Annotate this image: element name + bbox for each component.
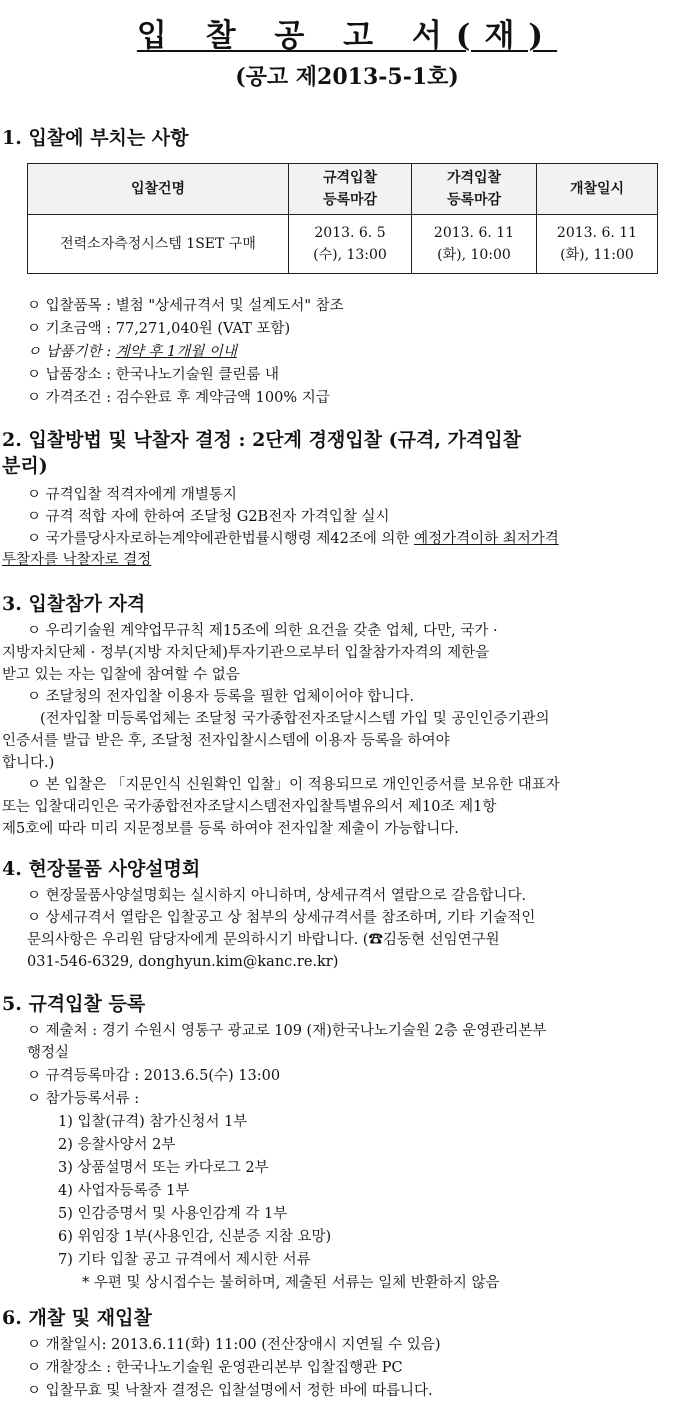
paragraph-line: (전자입찰 미등록업체는 조달청 국가종합전자조달시스템 가입 및 공인인증기관의 <box>40 711 550 727</box>
paragraph-line: ㅇ 참가등록서류 : <box>27 1091 140 1107</box>
paragraph-line: ㅇ 제출처 : 경기 수원시 영통구 광교로 109 (재)한국나노기술원 2층 운영관리본부 <box>27 1023 547 1039</box>
col-header-bid-name: 입찰건명 <box>28 164 289 215</box>
cell-bid-name: 전력소자측정시스템 1SET 구매 <box>28 215 289 274</box>
cell-price-deadline: 2013. 6. 11 (화), 10:00 <box>412 215 537 274</box>
paragraph-line: ㅇ 우리기술원 계약업무규칙 제15조에 의한 요건을 갖춘 업체, 다만, 국가 · <box>27 623 498 639</box>
col-header-price-deadline: 가격입찰 등록마감 <box>412 164 537 215</box>
list-item: 6) 위임장 1부(사용인감, 신분증 지참 요망) <box>58 1229 332 1245</box>
paragraph-line: 합니다.) <box>2 755 55 771</box>
list-item-location: ㅇ 납품장소 : 한국나노기술원 클린룸 내 <box>27 367 280 383</box>
paragraph-line: 제5호에 따라 미리 지문정보를 등록 하여야 전자입찰 제출이 가능합니다. <box>2 821 459 837</box>
section-4-heading: 4. 현장물품 사양설명회 <box>2 858 201 880</box>
list-item-law-continued: 투찰자를 낙찰자로 결정 <box>2 552 152 568</box>
section-2-heading: 2. 입찰방법 및 낙찰자 결정 : 2단계 경쟁입찰 (규격, 가격입찰 분리) <box>2 429 521 477</box>
paragraph-line: 행정실 <box>27 1045 70 1061</box>
section-3-heading: 3. 입찰참가 자격 <box>2 593 146 615</box>
list-item: 1) 입찰(규격) 참가신청서 1부 <box>58 1114 248 1130</box>
list-item: ㅇ 규격 적합 자에 한하여 조달청 G2B전자 가격입찰 실시 <box>27 509 390 525</box>
list-item-payment: ㅇ 가격조건 : 검수완료 후 계약금액 100% 지급 <box>27 390 330 406</box>
paragraph-line: 지방자치단체 · 정부(지방 자치단체)투자기관으로부터 입찰참가자격의 제한을 <box>2 645 490 661</box>
paragraph-line: ㅇ 상세규격서 열람은 입찰공고 상 첨부의 상세규격서를 참조하며, 기타 기술적인 <box>27 910 536 926</box>
announcement-number: (공고 제2013-5-1호) <box>235 64 459 90</box>
list-item: 2) 응찰사양서 2부 <box>58 1137 176 1153</box>
list-item: ㅇ 규격입찰 적격자에게 개별통지 <box>27 487 237 503</box>
paragraph-line: ㅇ 현장물품사양설명회는 실시하지 아니하며, 상세규격서 열람으로 갈음합니다. <box>27 888 527 904</box>
col-header-spec-deadline: 규격입찰 등록마감 <box>289 164 412 215</box>
paragraph-line: 또는 입찰대리인은 국가종합전자조달시스템전자입찰특별유의서 제10조 제1항 <box>2 799 497 815</box>
note-line: * 우편 및 상시접수는 불허하며, 제출된 서류는 일체 반환하지 않음 <box>82 1275 500 1291</box>
paragraph-line: 받고 있는 자는 입찰에 참여할 수 없음 <box>2 667 240 683</box>
bid-schedule-table <box>27 163 658 274</box>
paragraph-line: 문의사항은 우리원 담당자에게 문의하시기 바랍니다. (☎김동현 선임연구원 <box>27 932 500 948</box>
paragraph-line: ㅇ 개찰일시: 2013.6.11(화) 11:00 (전산장애시 지연될 수 있음) <box>27 1337 441 1353</box>
list-item: 3) 상품설명서 또는 카다로그 2부 <box>58 1160 269 1176</box>
table-header-row <box>28 164 658 215</box>
list-item: 7) 기타 입찰 공고 규격에서 제시한 서류 <box>58 1252 311 1268</box>
section-5-heading: 5. 규격입찰 등록 <box>2 993 146 1015</box>
list-item-item: ㅇ 입찰품목 : 별첨 "상세규격서 및 설계도서" 참조 <box>27 298 344 314</box>
cell-spec-deadline: 2013. 6. 5 (수), 13:00 <box>289 215 412 274</box>
paragraph-line: 인증서를 발급 받은 후, 조달청 전자입찰시스템에 이용자 등록을 하여야 <box>2 733 450 749</box>
list-item-base-price: ㅇ 기초금액 : 77,271,040원 (VAT 포함) <box>27 321 291 337</box>
section-6-heading: 6. 개찰 및 재입찰 <box>2 1307 152 1329</box>
document-title: 입 찰 공 고 서(재) <box>136 18 558 54</box>
list-item-deadline: ㅇ 납품기한 : 계약 후 1개월 이내 <box>27 344 237 360</box>
list-item-law: ㅇ 국가를당사자로하는계약에관한법률시행령 제42조에 의한 예정가격이하 최저가격 <box>27 531 559 547</box>
col-header-opening-date: 개찰일시 <box>537 164 658 215</box>
table-row <box>28 215 658 274</box>
cell-opening-date: 2013. 6. 11 (화), 11:00 <box>537 215 658 274</box>
paragraph-line: ㅇ 조달청의 전자입찰 이용자 등록을 필한 업체이어야 합니다. <box>27 689 415 705</box>
paragraph-line: ㅇ 개찰장소 : 한국나노기술원 운영관리본부 입찰집행관 PC <box>27 1360 403 1376</box>
section-1-heading: 1. 입찰에 부치는 사항 <box>2 127 189 149</box>
list-item: 4) 사업자등록증 1부 <box>58 1183 190 1199</box>
list-item: 5) 인감증명서 및 사용인감계 각 1부 <box>58 1206 288 1222</box>
paragraph-line: ㅇ 규격등록마감 : 2013.6.5(수) 13:00 <box>27 1068 281 1084</box>
paragraph-line: ㅇ 본 입찰은 「지문인식 신원확인 입찰」이 적용되므로 개인인증서를 보유한 대표자 <box>27 777 560 793</box>
contact-line: 031-546-6329, donghyun.kim@kanc.re.kr) <box>27 954 339 970</box>
paragraph-line: ㅇ 입찰무효 및 낙찰자 결정은 입찰설명에서 정한 바에 따릅니다. <box>27 1383 433 1399</box>
